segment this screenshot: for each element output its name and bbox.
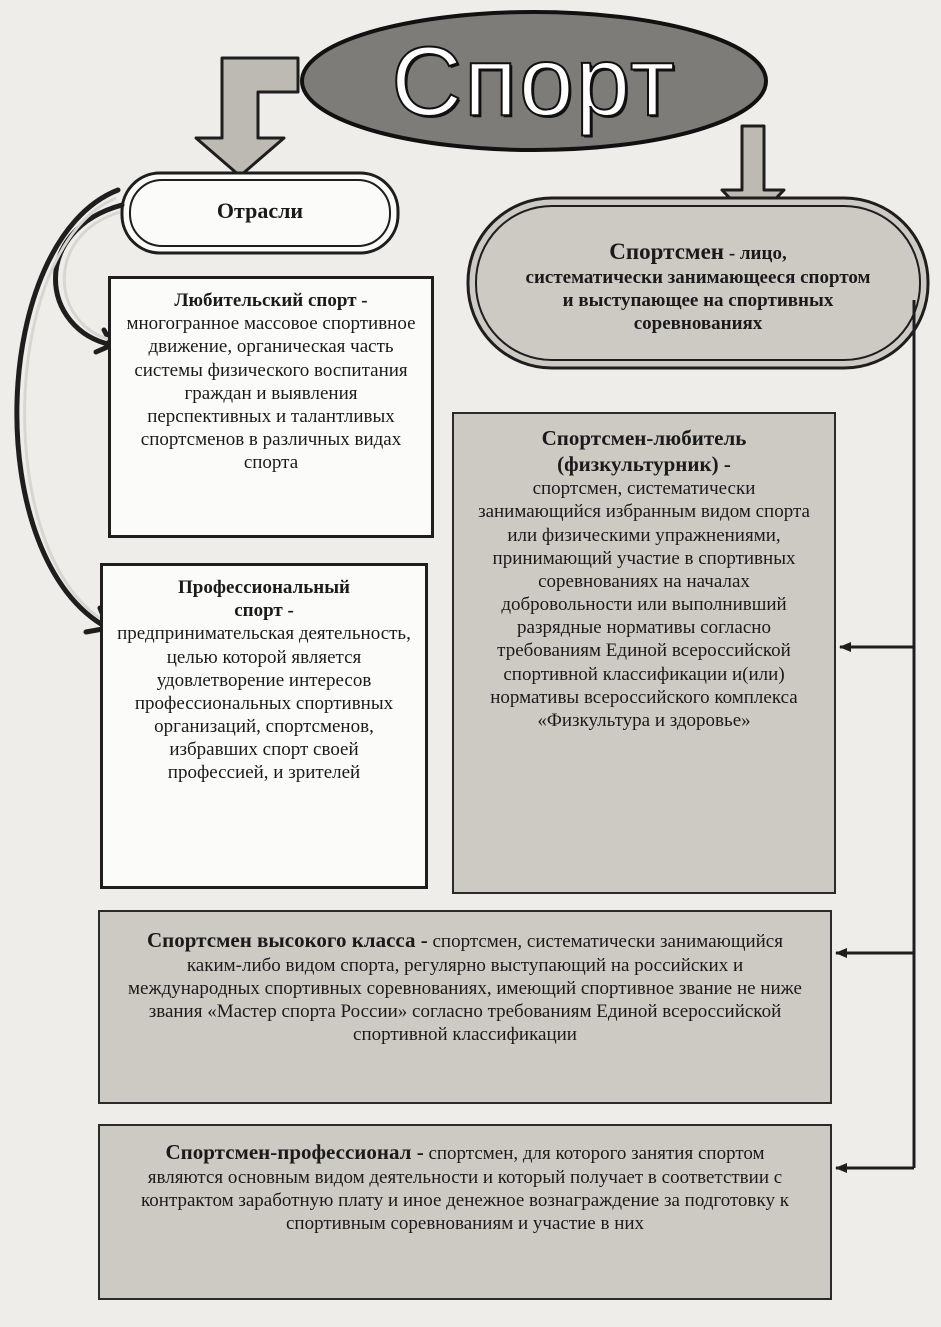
arrow-to-branches	[196, 58, 298, 176]
athlete-term: Спортсмен	[609, 239, 725, 264]
amateur-athlete-definition: спортсмен, систематически занимающийся избранным видом спорта или физическими упражнениями, принимающий участие в спортивных соревнованиях на началах добровольности или выполнивший разрядные нормативы согласно требованиям Единой всероссийской спортивной классификации и(или) нормативы всероссийского комплекса «Физкультура и здоровье»	[478, 478, 810, 731]
amateur-sport-term: Любительский спорт -	[174, 290, 368, 311]
curved-arrow-to-professional-fill	[25, 198, 116, 622]
amateur-sport-box	[108, 276, 434, 538]
amateur-sport-definition: многогранное массовое спортивное движение, органическая часть системы физического воспитания граждан и выявления перспективных и талантливых спортсменов в различных видах спорта	[126, 313, 416, 474]
pro-athlete-box	[98, 1124, 832, 1300]
pro-athlete-definition: спортсмен, для которого занятия спортом являются основным видом деятельности и который получает в соответствии с контрактом заработную плату и иное денежное вознаграждение за подготовку к спортивным соревнованиям и участие в них	[141, 1143, 789, 1234]
pro-athlete-term: Спортсмен-профессионал -	[165, 1140, 424, 1164]
elite-athlete-definition: спортсмен, систематически занимающийся каким-либо видом спорта, регулярно выступающий на российских и международных спортивных соревнованиях, имеющий спортивное звание не ниже звания «Мастер спорта России» согласно требованиям Единой всероссийской спортивной классификации	[128, 931, 802, 1046]
athlete-definition: систематически занимающееся спортом и выступающее на спортивных соревнованиях	[525, 267, 871, 335]
professional-sport-term-1: Профессиональный	[177, 577, 351, 598]
amateur-athlete-term-2: (физкультурник) -	[557, 451, 731, 476]
athlete-definition-start: - лицо,	[724, 243, 787, 264]
elite-athlete-term: Спортсмен высокого класса -	[147, 928, 428, 952]
amateur-athlete-box	[452, 412, 836, 894]
title: Спорт	[391, 25, 677, 136]
amateur-athlete-term-1: Спортсмен-любитель	[541, 426, 747, 450]
professional-sport-definition: предпринимательская деятельность, целью которой является удовлетворение интересов профессиональных спортивных организаций, спортсменов, избравших спорт своей профессией, и зрителей	[117, 623, 411, 784]
professional-sport-term-2: спорт -	[234, 600, 294, 622]
athlete-text	[520, 238, 876, 336]
branches-label: Отрасли	[216, 198, 304, 223]
elite-athlete-box	[98, 910, 832, 1104]
professional-sport-box	[100, 563, 428, 889]
